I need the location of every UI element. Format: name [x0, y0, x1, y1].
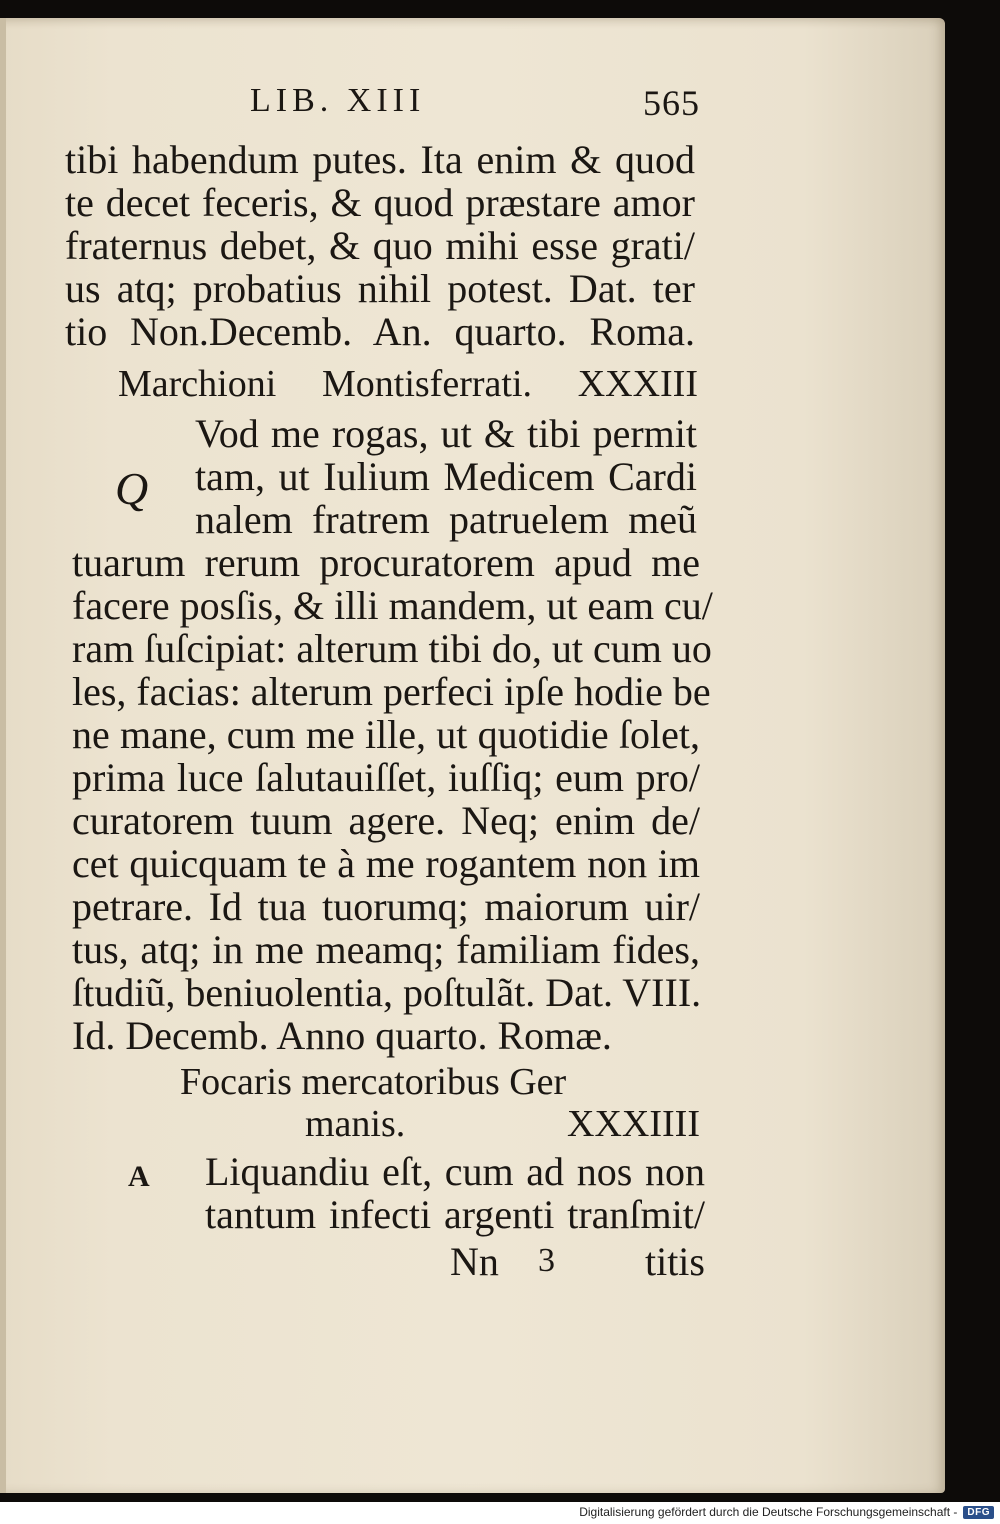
text-line: tibi habendum putes. Ita enim & quod [65, 137, 695, 182]
text-line: Liquandiu eſt, cum ad nos non [205, 1149, 705, 1194]
guide-letter-a: A [128, 1160, 150, 1193]
heading-text: manis. [305, 1103, 406, 1145]
text-block-next-letter [205, 1150, 705, 1236]
digitization-credit [579, 1502, 994, 1522]
text-line: tantum infecti argenti tranſmit/ [205, 1192, 705, 1237]
credit-text: Digitalisierung gefördert durch die Deutsche Forschungsgemeinschaft - [579, 1505, 958, 1519]
text-line: les, facias: alterum perfeci ipſe hodie be [72, 669, 711, 714]
text-line: tus, atq; in me meamq; familiam fides, [72, 927, 700, 972]
text-line: petrare. Id tua tuorumq; maiorum uir/ [72, 884, 700, 929]
text-line: Vod me rogas, ut & tibi permit [195, 411, 697, 456]
catchword: titis [644, 1239, 705, 1284]
running-header [250, 82, 700, 132]
text-line: tio Non.Decemb. An. quarto. Roma. [65, 309, 695, 354]
text-line: ſtudiũ, beniuolentia, poſtulãt. Dat. VIII. [72, 970, 702, 1015]
signature-number: 3 [538, 1242, 555, 1279]
text-line: ne mane, cum me ille, ut quotidie ſolet, [72, 712, 700, 757]
text-line: prima luce ſalutauiſſet, iuſſiq; eum pro/ [72, 755, 700, 800]
text-line: curatorem tuum agere. Neq; enim de/ [72, 798, 700, 843]
text-line: facere posſis, & illi mandem, ut eam cu/ [72, 583, 713, 628]
letter-heading-focaris: Focaris mercatoribus Ger [180, 1061, 567, 1103]
running-title: LIB. XIII [250, 82, 426, 119]
text-line: Id. Decemb. Anno quarto. Romæ. [72, 1013, 612, 1058]
text-line: tuarum rerum procuratorem apud me [72, 540, 700, 585]
text-line: nalem fratrem patruelem meũ [195, 497, 697, 542]
text-line: ram ſuſcipiat: alterum tibi do, ut cum uo [72, 626, 712, 671]
guide-letter: Q [115, 463, 149, 514]
page-gutter-edge [0, 18, 6, 1493]
dfg-logo-icon: DFG [963, 1506, 994, 1519]
text-block-letter-end [65, 138, 695, 353]
text-line: us atq; probatius nihil potest. Dat. ter [65, 266, 695, 311]
page-number: 565 [643, 83, 700, 123]
page-footer [450, 1238, 705, 1283]
text-line: te decet feceris, & quod præstare amor [65, 180, 695, 225]
text-block-letter-body [72, 540, 713, 1058]
letter-heading-marchioni: Marchioni Montisferrati. XXXIII [118, 363, 698, 405]
text-line: fraternus debet, & quo mihi esse grati/ [65, 223, 695, 268]
text-line: tam, ut Iulium Medicem Cardi [195, 454, 697, 499]
signature-mark: Nn [450, 1239, 499, 1284]
text-block-indented [195, 412, 697, 541]
heading-number: XXXIIII [567, 1103, 700, 1145]
letter-heading-focaris-line2 [305, 1102, 700, 1146]
text-line: cet quicquam te à me rogantem non im [72, 841, 700, 886]
